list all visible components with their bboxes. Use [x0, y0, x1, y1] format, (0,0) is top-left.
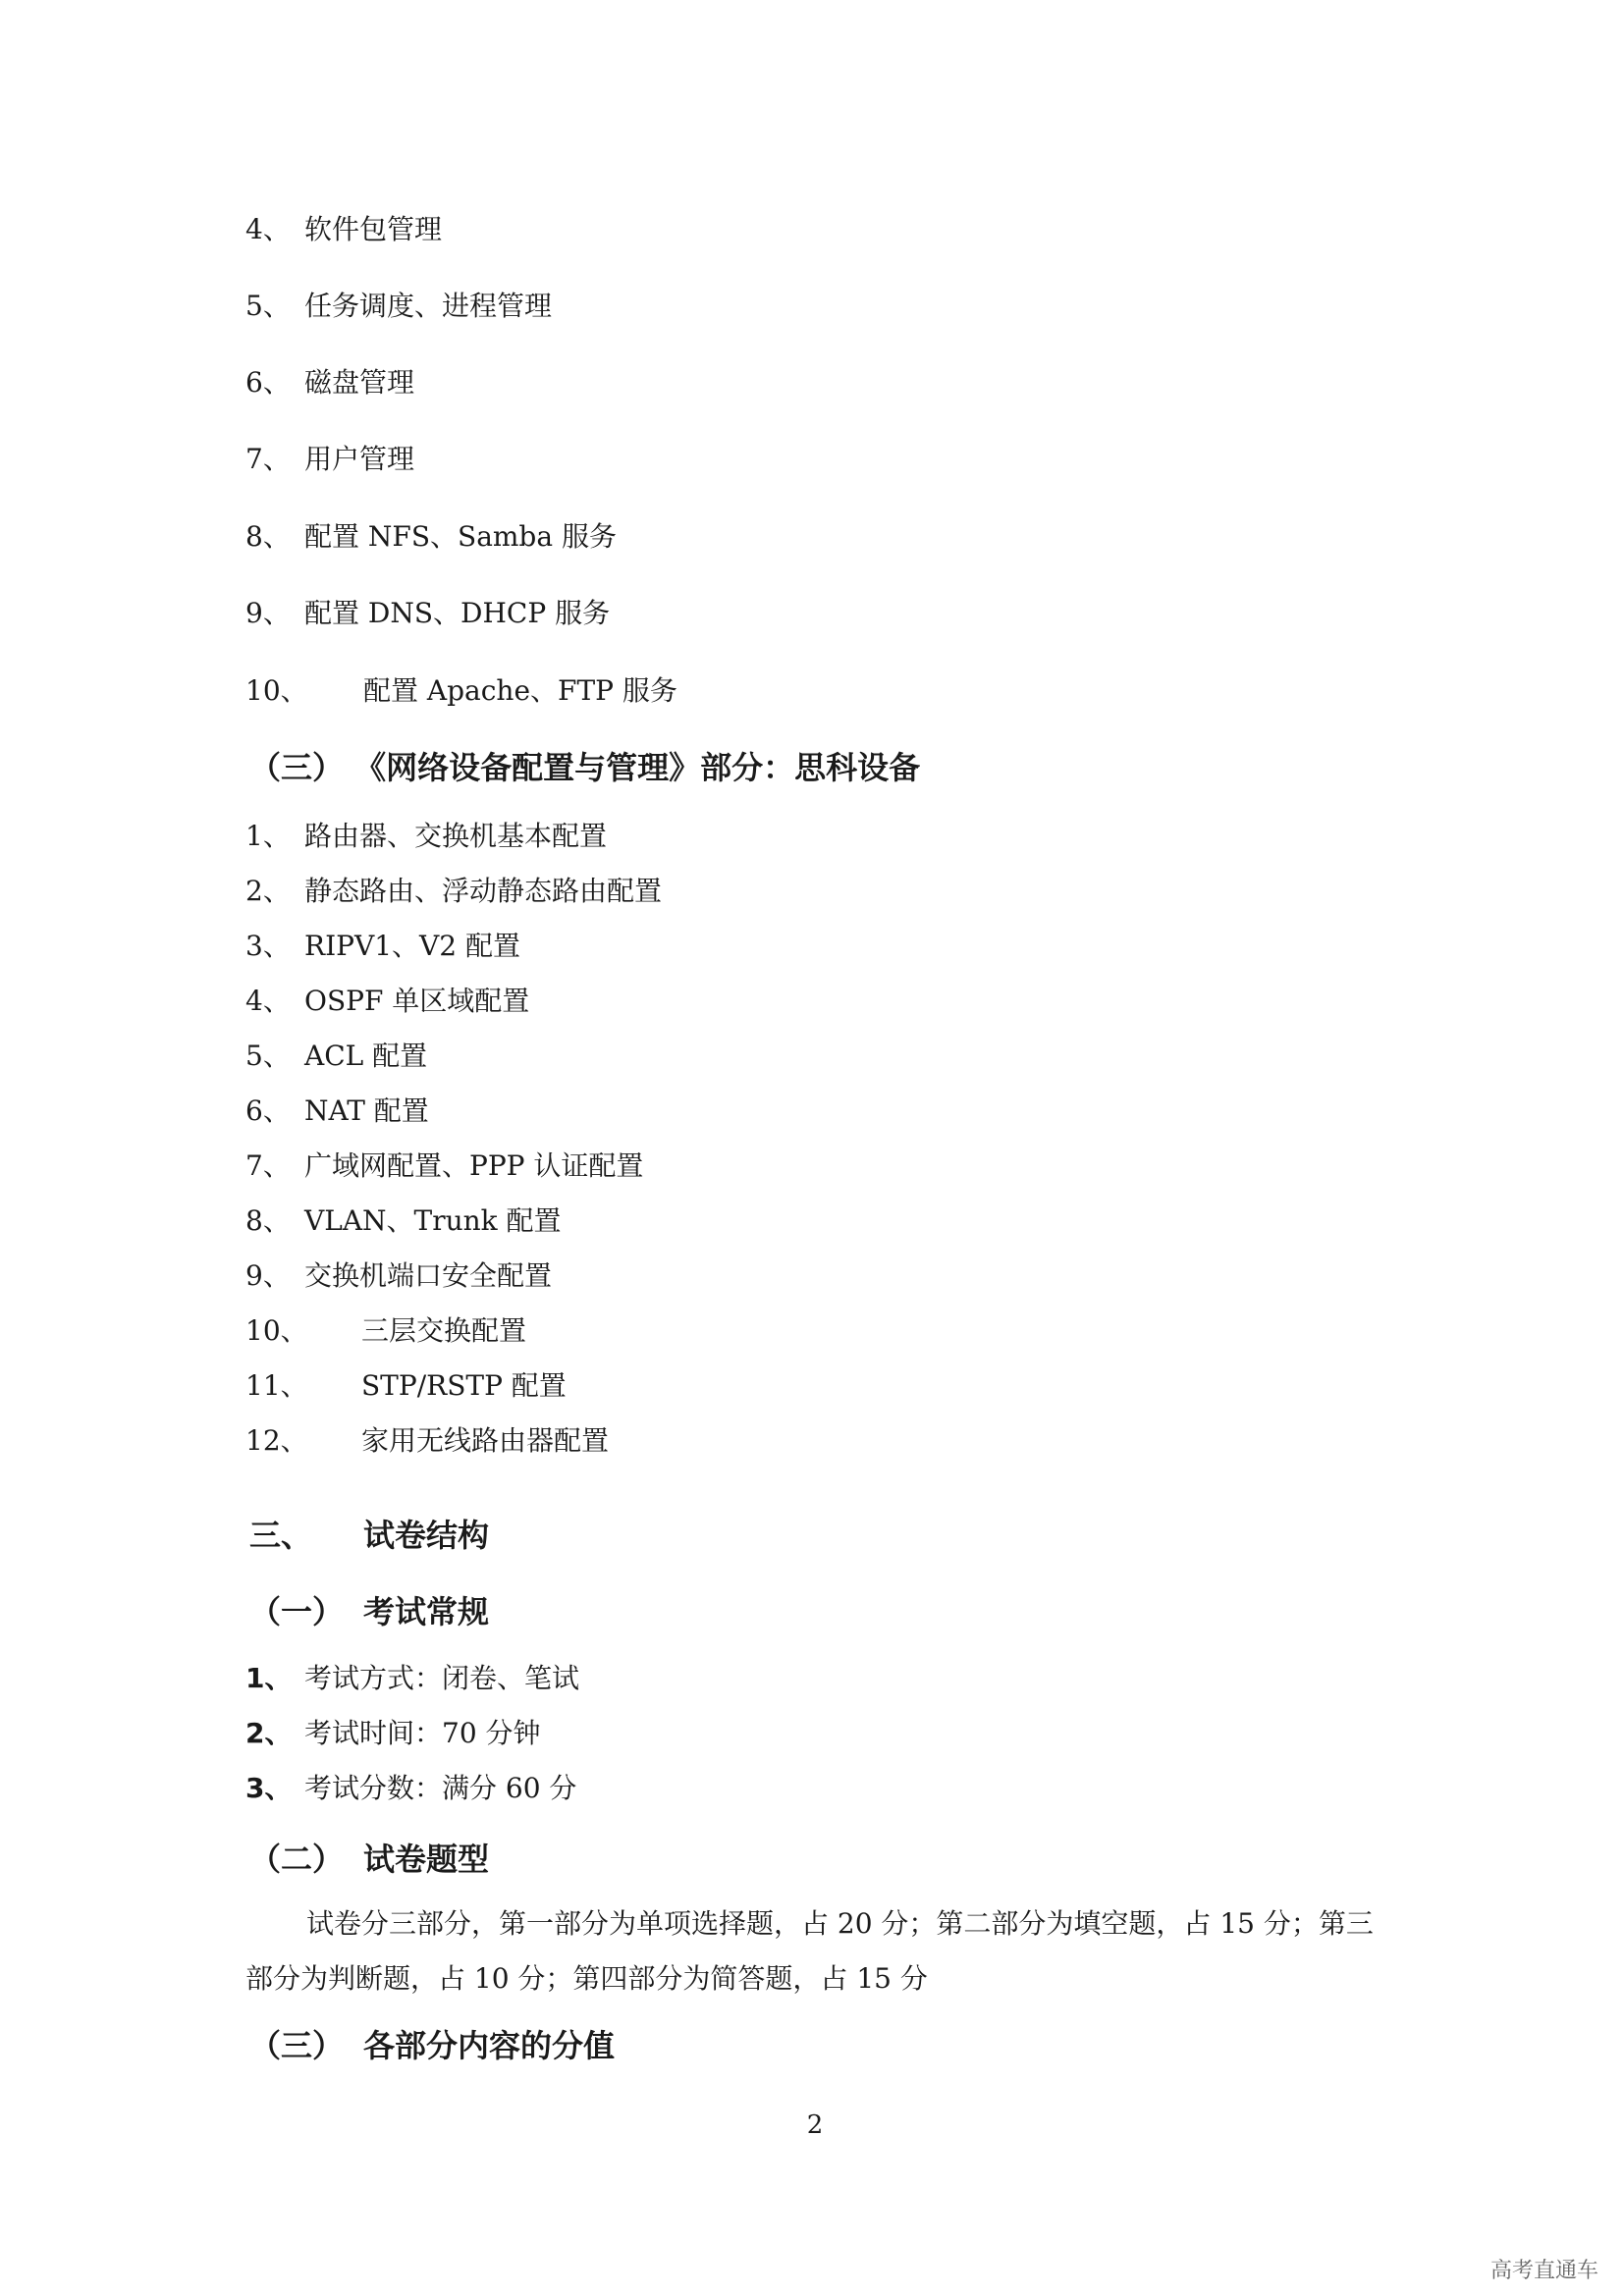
list-item: 9、 交换机端口安全配置: [245, 1259, 553, 1292]
list-item: 8、 配置 NFS、Samba 服务: [245, 520, 617, 553]
subsection-heading: （二） 试卷题型: [249, 1841, 490, 1878]
question-types-paragraph: 试卷分三部分，第一部分为单项选择题，占 20 分；第二部分为填空题，占 15 分；第三部分为判断题，占 10 分；第四部分为简答题，占 15 分: [245, 1907, 1374, 1995]
list-item: 6、 磁盘管理: [245, 366, 415, 399]
list-item: 6、 NAT 配置: [245, 1095, 429, 1127]
page-number: 2: [806, 2110, 824, 2140]
list-item: 1、 路由器、交换机基本配置: [245, 820, 608, 852]
section-heading: （三） 《网络设备配置与管理》部分：思科设备: [249, 749, 921, 786]
list-item: 5、 任务调度、进程管理: [245, 290, 553, 322]
part-heading: 三、 试卷结构: [249, 1517, 490, 1554]
list-item: 7、 广域网配置、PPP 认证配置: [245, 1149, 644, 1182]
list-item: 8、 VLAN、Trunk 配置: [245, 1204, 562, 1237]
list-item: 3、 考试分数：满分 60 分: [245, 1772, 577, 1804]
list-item: 3、 RIPV1、V2 配置: [245, 930, 520, 962]
list-item: 9、 配置 DNS、DHCP 服务: [245, 597, 611, 629]
list-item: 5、 ACL 配置: [245, 1040, 428, 1072]
list-item: 11、 STP/RSTP 配置: [245, 1369, 567, 1402]
subsection-heading: （三） 各部分内容的分值: [249, 2027, 616, 2064]
list-item: 7、 用户管理: [245, 443, 415, 475]
list-item: 4、 软件包管理: [245, 213, 443, 245]
watermark: 高考直通车: [1490, 2259, 1599, 2283]
list-item: 12、 家用无线路由器配置: [245, 1424, 610, 1457]
list-item: 2、 静态路由、浮动静态路由配置: [245, 875, 663, 907]
list-item: 4、 OSPF 单区域配置: [245, 985, 530, 1017]
list-item: 2、 考试时间：70 分钟: [245, 1717, 541, 1749]
list-item: 1、 考试方式：闭卷、笔试: [245, 1662, 580, 1694]
list-item: 10、 三层交换配置: [245, 1314, 527, 1347]
subsection-heading: （一） 考试常规: [249, 1593, 490, 1630]
list-item: 10、 配置 Apache、FTP 服务: [245, 674, 677, 707]
